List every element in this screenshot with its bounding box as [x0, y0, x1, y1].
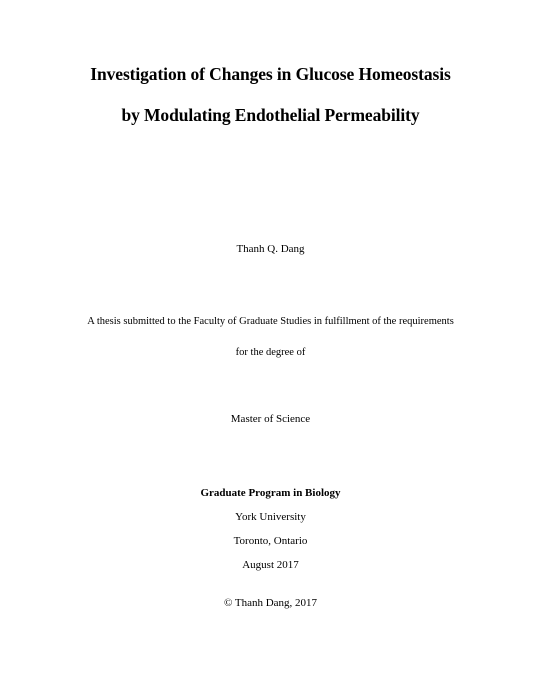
thesis-title-line-2: by Modulating Endothelial Permeability: [121, 105, 420, 125]
author-name: Thanh Q. Dang: [236, 243, 305, 255]
submission-statement-line-1: A thesis submitted to the Faculty of Graduate Studies in fulfillment of the requirements: [87, 316, 454, 327]
graduate-program: Graduate Program in Biology: [200, 487, 341, 499]
thesis-title-line-1: Investigation of Changes in Glucose Homeostasis: [90, 64, 451, 84]
submission-statement-line-2: for the degree of: [235, 347, 306, 358]
degree-name: Master of Science: [230, 413, 311, 425]
copyright-notice: © Thanh Dang, 2017: [223, 597, 318, 609]
university-name: York University: [235, 511, 306, 523]
location: Toronto, Ontario: [233, 535, 308, 547]
submission-date: August 2017: [242, 559, 299, 571]
